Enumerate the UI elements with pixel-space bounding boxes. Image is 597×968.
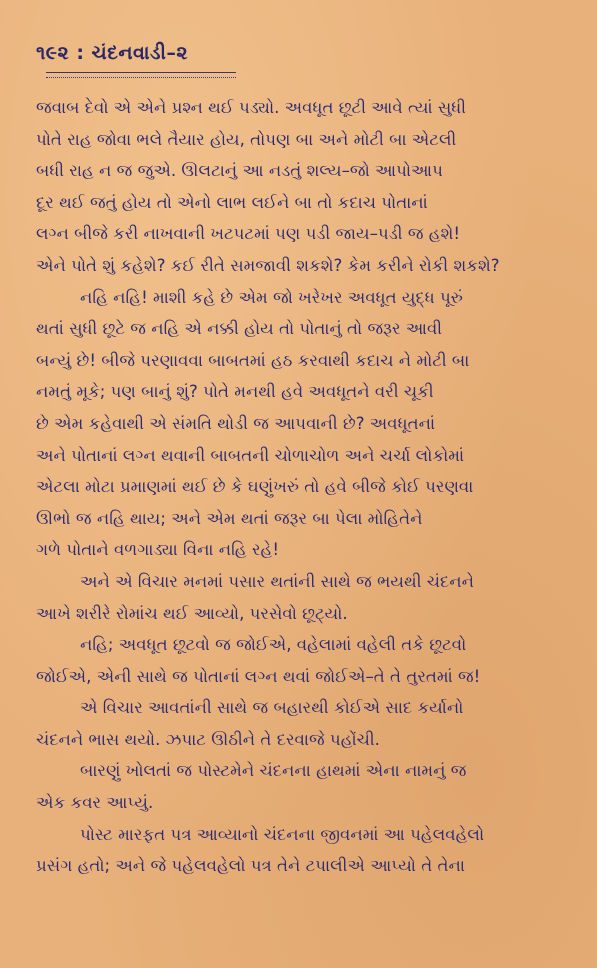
text-line: ઊભો જ નહિ થાય; અને એમ થતાં જરૂર બા પેલા મોહિતેને xyxy=(36,508,423,528)
paragraph xyxy=(36,755,568,818)
text-line: બારણું ખોલતાં જ પોસ્ટમેને ચંદનના હાથમાં એના નામનું જ xyxy=(80,761,467,781)
text-line: જોઈએ, એની સાથે જ પોતાનાં લગ્ન થવાં જોઈએ–તે તે તુરતમાં જ! xyxy=(36,666,481,686)
text-line: નહિ; અવધૂત છૂટવો જ જોઈએ, વહેલામાં વહેલી તકે છૂટવો xyxy=(80,635,467,655)
text-line: બન્યું છે! બીજે પરણાવવા બાબતમાં હઠ કરવાથી કદાચ ને મોટી બા xyxy=(36,350,470,370)
text-line: એક કવર આપ્યું. xyxy=(36,793,154,813)
text-line: બધી રાહ ન જ જુએ. ઊલટાનું આ નડતું શલ્ય–જો આપોઆપ xyxy=(36,161,443,181)
text-line: નમતું મૂકે; પણ બાનું શું? પોતે મનથી હવે અવધૂતને વરી ચૂકી xyxy=(36,382,434,402)
text-line: લગ્ન બીજે કરી નાખવાની ખટપટમાં પણ પડી જાય–પડી જ હશે! xyxy=(36,224,461,244)
text-line: પોસ્ટ મારફત પત્ર આવ્યાનો ચંદનના જીવનમાં આ પહેલવહેલો xyxy=(80,824,485,844)
paragraph xyxy=(36,566,568,629)
text-line: અને એ વિચાર મનમાં પસાર થતાંની સાથે જ ભયથી ચંદનને xyxy=(80,571,475,591)
header-underline xyxy=(46,72,236,78)
paragraph xyxy=(36,629,568,692)
text-line: આખે શરીરે રોમાંચ થઈ આવ્યો, પરસેવો છૂટ્યો. xyxy=(36,603,348,623)
text-line: પ્રસંગ હતો; અને જે પહેલવહેલો પત્ર તેને ટપાલીએ આપ્યો તે તેના xyxy=(36,856,465,876)
paragraph xyxy=(36,819,568,882)
paragraph xyxy=(36,282,568,566)
page-body-text xyxy=(36,92,568,882)
text-line: થતાં સુધી છૂટે જ નહિ એ નક્કી હોય તો પોતાનું તો જરૂર આવી xyxy=(36,319,443,339)
text-line: જવાબ દેવો એ એને પ્રશ્ન થઈ પડ્યો. અવધૂત છૂટી આવે ત્યાં સુધી xyxy=(36,98,466,117)
text-line: એને પોતે શું કહેશે? કઈ રીતે સમજાવી શકશે? કેમ કરીને રોકી શકશે? xyxy=(36,255,500,275)
text-line: અને પોતાનાં લગ્ન થવાની બાબતની ચોળાચોળ અને ચર્ચા લોકોમાં xyxy=(36,445,465,465)
text-line: ગળે પોતાને વળગાડ્યા વિના નહિ રહે! xyxy=(36,540,279,560)
text-line: એટલા મોટા પ્રમાણમાં થઈ છે કે ઘણુંખરું તો હવે બીજે કોઈ પરણવા xyxy=(36,477,474,497)
text-line: એ વિચાર આવતાંની સાથે જ બહારથી કોઈએ સાદ કર્યાનો xyxy=(80,698,464,718)
paragraph xyxy=(36,692,568,755)
paragraph xyxy=(36,92,568,282)
text-line: દૂર થઈ જતું હોય તો એનો લાભ લઈને બા તો કદાચ પોતાનાં xyxy=(36,192,428,212)
text-line: પોતે રાહ જોવા ભલે તૈયાર હોય, તોપણ બા અને મોટી બા એટલી xyxy=(36,129,457,149)
text-line: નહિ નહિ! માશી કહે છે એમ જો ખરેખર અવધૂત યુદ્ધ પૂરું xyxy=(80,287,463,307)
text-line: છે એમ કહેવાથી એ સંમતિ થોડી જ આપવાની છે? અવધૂતનાં xyxy=(36,413,436,433)
text-line: ચંદનને ભાસ થયો. ઝપાટ ઊઠીને તે દરવાજે પહોંચી. xyxy=(36,729,380,749)
page-header: ૧૯૨ : ચંદનવાડી–૨ xyxy=(36,42,189,64)
